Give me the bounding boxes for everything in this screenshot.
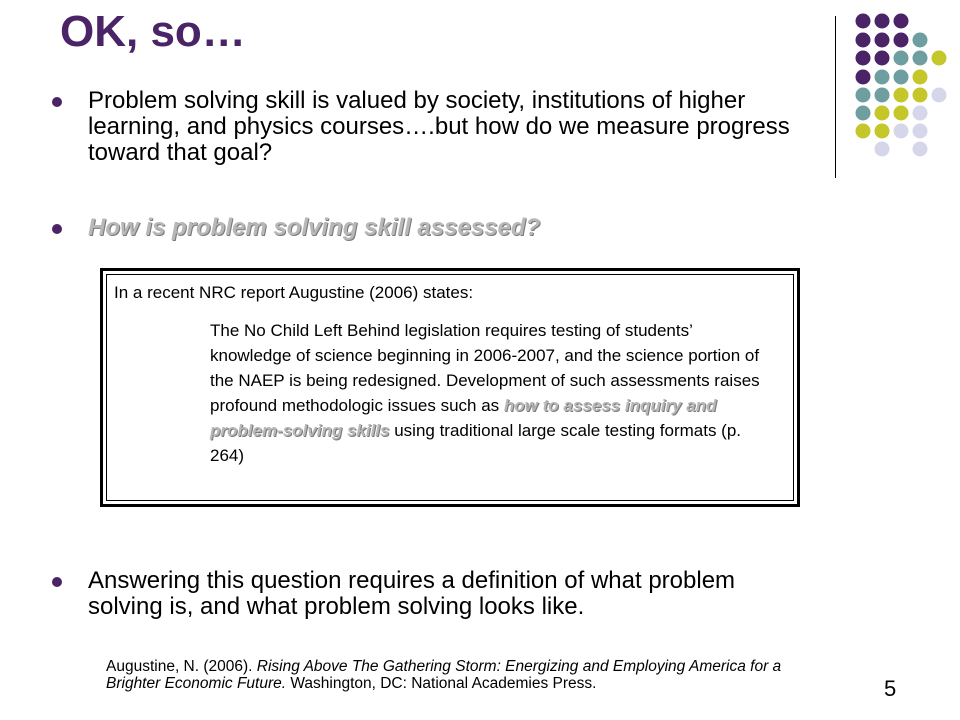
decorative-dot (894, 106, 909, 121)
decorative-dot (875, 51, 890, 66)
bullet-text: Answering this question requires a definition of what problem solving is, and what problem solving looks like. (88, 567, 736, 620)
decorative-dot (913, 33, 928, 48)
bullet-1 (52, 88, 812, 166)
reference-title: Rising Above The Gathering Storm: Energizing and Employing America for a Brighter Economic Future. (106, 658, 782, 692)
page-number: 5 (884, 676, 897, 701)
bullet-dot-icon (52, 97, 62, 107)
bullet-text-question: How is problem solving skill assessed? (88, 214, 541, 241)
decorative-dot (875, 14, 890, 29)
bullet-2 (52, 215, 812, 241)
decorative-dot (894, 51, 909, 66)
decorative-dot (875, 142, 890, 157)
decorative-dot (913, 124, 928, 139)
quote-text: The No Child Left Behind legislation requires testing of students’ knowledge of science beginning in 2006-2007, and the science portion of the NAEP is being redesigned. Development of such assessments raises profound methodologic issues such as (210, 321, 760, 415)
decorative-dot (894, 124, 909, 139)
bullet-text: Problem solving skill is valued by society, institutions of higher learning, and physics courses….but how do we measure progress toward that goal? (88, 87, 790, 166)
decorative-dot (913, 106, 928, 121)
decorative-dot (856, 88, 871, 103)
divider-line (835, 16, 836, 178)
bullet-dot-icon (52, 224, 62, 234)
slide-title: OK, so… (60, 7, 246, 56)
decorative-dot (894, 88, 909, 103)
decorative-dot (894, 70, 909, 85)
decorative-dot (913, 142, 928, 157)
reference-citation (106, 658, 836, 692)
decorative-dot (913, 70, 928, 85)
decorative-dot (932, 88, 947, 103)
decorative-dot (856, 124, 871, 139)
quote-body (210, 318, 770, 468)
decorative-dot (913, 51, 928, 66)
decorative-dot (875, 88, 890, 103)
decorative-dot (856, 51, 871, 66)
decorative-dot (856, 70, 871, 85)
bullet-dot-icon (52, 577, 62, 587)
decorative-dot (856, 106, 871, 121)
quote-intro: In a recent NRC report Augustine (2006) states: (114, 283, 474, 302)
decorative-dot (875, 70, 890, 85)
decorative-dot (875, 33, 890, 48)
decorative-dot (875, 106, 890, 121)
decorative-dot (913, 88, 928, 103)
decorative-dot (894, 14, 909, 29)
quote-highlight: how to assess inquiry and problem-solving skills (210, 396, 717, 440)
decorative-dot (894, 33, 909, 48)
decorative-dot (856, 33, 871, 48)
bullet-3 (52, 568, 812, 620)
decorative-dot (856, 14, 871, 29)
decorative-dot (932, 51, 947, 66)
decorative-dot (875, 124, 890, 139)
reference-authors: Augustine, N. (2006). (106, 658, 257, 675)
quote-text-end: using traditional large scale testing formats (p. 264) (210, 421, 742, 465)
reference-publisher: Washington, DC: National Academies Press. (286, 675, 597, 692)
